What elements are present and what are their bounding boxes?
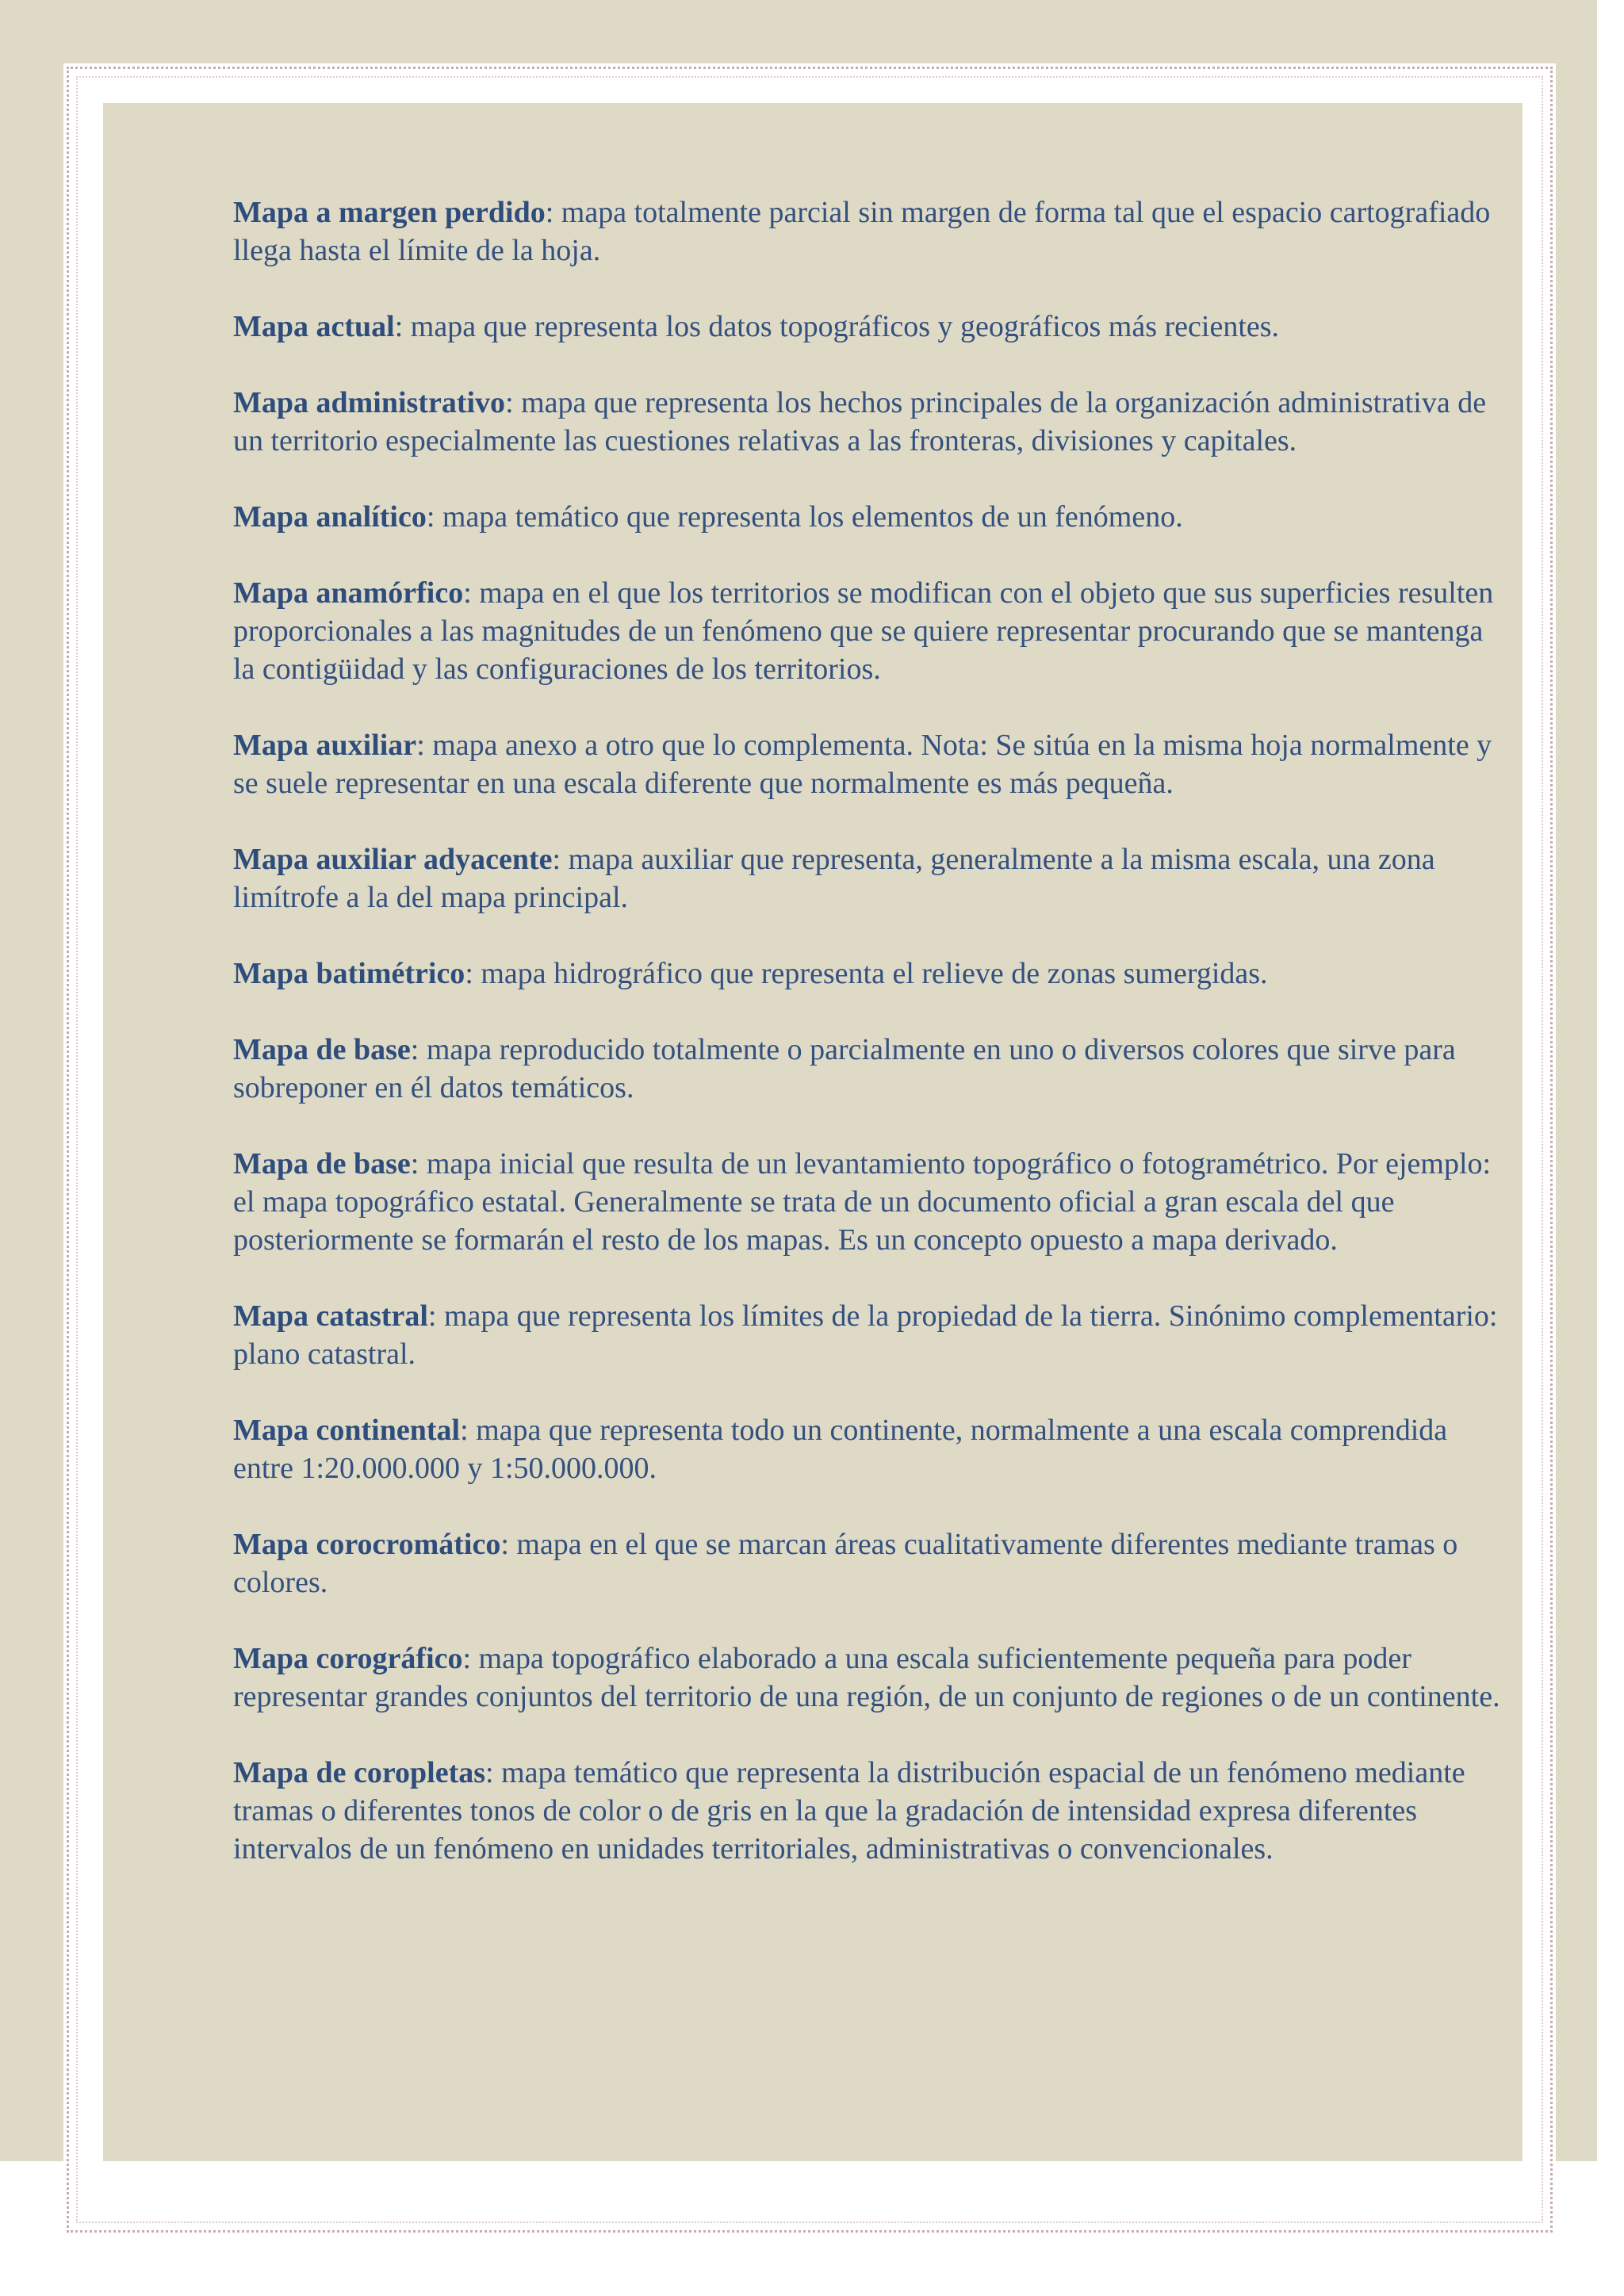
glossary-term: Mapa corográfico	[233, 1642, 463, 1675]
glossary-term: Mapa actual	[233, 310, 395, 343]
glossary-definition: : mapa temático que representa la distribución espacial de un fenómeno mediante tramas o diferentes tonos de color o de gris en la que la gradación de intensidad expresa diferentes intervalos de un fenómeno en unidades territoriales, administrativas o convencionales.	[233, 1756, 1465, 1866]
glossary-definition: : mapa que representa los límites de la propiedad de la tierra. Sinónimo complementario: plano catastral.	[233, 1299, 1498, 1371]
glossary-term: Mapa a margen perdido	[233, 196, 546, 229]
glossary-entry	[233, 498, 1502, 536]
glossary-term: Mapa de base	[233, 1033, 411, 1066]
glossary-definition: : mapa que representa todo un continente, normalmente a una escala comprendida entre 1:20.000.000 y 1:50.000.000.	[233, 1414, 1448, 1485]
glossary-definition: : mapa reproducido totalmente o parcialmente en uno o diversos colores que sirve para sobreponer en él datos temáticos.	[233, 1033, 1456, 1104]
content-panel	[103, 103, 1522, 2161]
glossary-entry	[233, 574, 1502, 688]
glossary-entry	[233, 1525, 1502, 1601]
glossary-entry	[233, 384, 1502, 460]
glossary-definition: : mapa hidrográfico que representa el relieve de zonas sumergidas.	[465, 957, 1268, 990]
glossary-term: Mapa batimétrico	[233, 957, 465, 990]
glossary-definition: : mapa en el que se marcan áreas cualitativamente diferentes mediante tramas o colores.	[233, 1528, 1458, 1599]
glossary-definition: : mapa en el que los territorios se modifican con el objeto que sus superficies resulten proporcionales a las magnitudes de un fenómeno que se quiere representar procurando que se mantenga la contigüidad y las configuraciones de los territorios.	[233, 576, 1494, 686]
glossary-entry	[233, 726, 1502, 802]
glossary-entry	[233, 308, 1502, 346]
glossary-term: Mapa de coropletas	[233, 1756, 486, 1789]
glossary-term: Mapa administrativo	[233, 386, 506, 419]
glossary-definition: : mapa que representa los hechos principales de la organización administrativa de un territorio especialmente las cuestiones relativas a las fronteras, divisiones y capitales.	[233, 386, 1487, 457]
glossary-term: Mapa auxiliar	[233, 729, 417, 762]
glossary-definition: : mapa inicial que resulta de un levantamiento topográfico o fotogramétrico. Por ejemplo: el mapa topográfico estatal. Generalmente se trata de un documento oficial a gran escala del que posteriormente se formarán el resto de los mapas. Es un concepto opuesto a mapa derivado.	[233, 1147, 1492, 1257]
glossary-term: Mapa analítico	[233, 500, 427, 534]
glossary-entry	[233, 840, 1502, 916]
glossary-entry	[233, 1297, 1502, 1373]
glossary-term: Mapa de base	[233, 1147, 411, 1181]
glossary-term: Mapa anamórfico	[233, 576, 464, 610]
glossary-entry	[233, 1031, 1502, 1107]
glossary-term: Mapa corocromático	[233, 1528, 501, 1561]
glossary-term: Mapa auxiliar adyacente	[233, 843, 553, 876]
glossary-definition: : mapa totalmente parcial sin margen de forma tal que el espacio cartografiado llega hasta el límite de la hoja.	[233, 196, 1491, 267]
glossary-definition: : mapa anexo a otro que lo complementa. Nota: Se sitúa en la misma hoja normalmente y se suele representar en una escala diferente que normalmente es más pequeña.	[233, 729, 1492, 800]
glossary-entry	[233, 1411, 1502, 1487]
glossary-entry	[233, 193, 1502, 270]
glossary-definition: : mapa topográfico elaborado a una escala suficientemente pequeña para poder representar grandes conjuntos del territorio de una región, de un conjunto de regiones o de un continente.	[233, 1642, 1500, 1713]
glossary-list	[233, 193, 1502, 1906]
glossary-entry	[233, 955, 1502, 993]
glossary-entry	[233, 1754, 1502, 1868]
glossary-entry	[233, 1640, 1502, 1716]
glossary-term: Mapa catastral	[233, 1299, 428, 1333]
glossary-term: Mapa continental	[233, 1414, 461, 1447]
glossary-entry	[233, 1145, 1502, 1259]
glossary-definition: : mapa auxiliar que representa, generalmente a la misma escala, una zona limítrofe a la del mapa principal.	[233, 843, 1435, 914]
glossary-definition: : mapa que representa los datos topográficos y geográficos más recientes.	[394, 310, 1280, 343]
glossary-definition: : mapa temático que representa los elementos de un fenómeno.	[426, 500, 1183, 534]
